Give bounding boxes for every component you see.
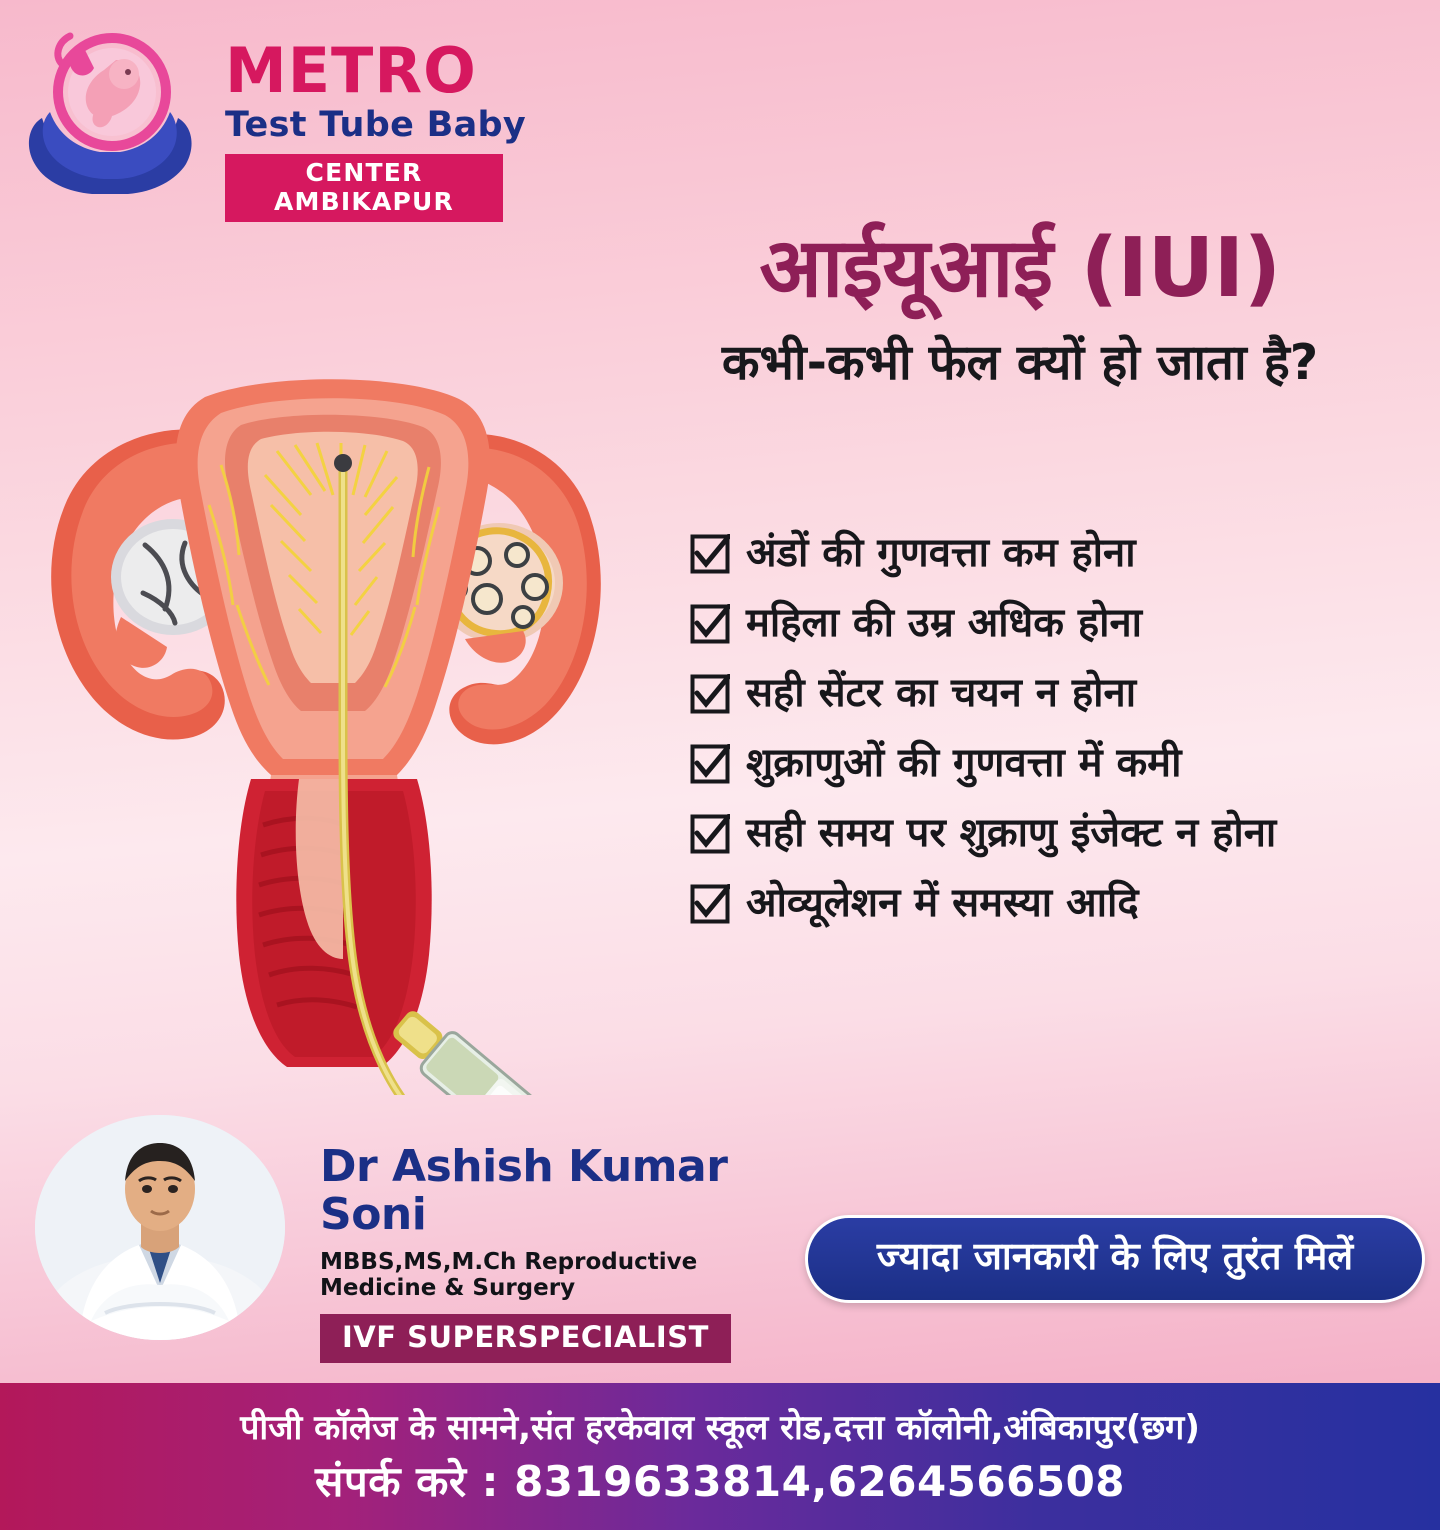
- checkmark-box-icon: [690, 604, 730, 644]
- list-item-label: अंडों की गुणवत्ता कम होना: [746, 530, 1136, 576]
- clinic-address: पीजी कॉलेज के सामने,संत हरकेवाल स्कूल रोड,दत्ता कॉलोनी,अंबिकापुर(छग): [240, 1408, 1200, 1448]
- clinic-contact-numbers: संपर्क करे : 8319633814,6264566508: [314, 1456, 1126, 1506]
- contact-cta-label: ज्यादा जानकारी के लिए तुरंत मिलें: [876, 1234, 1354, 1278]
- brand-location-badge: CENTER AMBIKAPUR: [225, 154, 503, 222]
- checkmark-box-icon: [690, 884, 730, 924]
- list-item-label: शुक्राणुओं की गुणवत्ता में कमी: [746, 740, 1182, 786]
- list-item: [690, 530, 1420, 576]
- list-item: [690, 600, 1420, 646]
- page-subtitle: कभी-कभी फेल क्यों हो जाता है?: [721, 334, 1319, 392]
- headline-block: [620, 222, 1420, 393]
- list-item: [690, 740, 1420, 786]
- uterus-iui-syringe-illustration: [25, 355, 645, 1095]
- checkmark-box-icon: [690, 744, 730, 784]
- reason-list: [690, 530, 1420, 950]
- footer-bar: [0, 1383, 1440, 1530]
- list-item: [690, 810, 1420, 856]
- page-title: आईयूआई (IUI): [759, 221, 1281, 316]
- doctor-card: [30, 1105, 820, 1354]
- checkmark-box-icon: [690, 534, 730, 574]
- doctor-details: [320, 1143, 820, 1363]
- brand-wordmark: [225, 34, 535, 222]
- contact-cta-button[interactable]: [805, 1215, 1425, 1303]
- list-item: [690, 670, 1420, 716]
- doctor-portrait-avatar: [35, 1115, 285, 1340]
- list-item-label: सही समय पर शुक्राणु इंजेक्ट न होना: [746, 810, 1277, 856]
- checkmark-box-icon: [690, 674, 730, 714]
- checkmark-box-icon: [690, 814, 730, 854]
- brand-name-secondary: Test Tube Baby: [225, 105, 526, 145]
- list-item: [690, 880, 1420, 926]
- brand-logo: [20, 18, 540, 216]
- doctor-specialty-badge: IVF SUPERSPECIALIST: [320, 1314, 731, 1363]
- mother-baby-in-hands-icon: [20, 26, 200, 201]
- list-item-label: सही सेंटर का चयन न होना: [746, 670, 1137, 716]
- doctor-qualifications: MBBS,MS,M.Ch Reproductive Medicine & Surgery: [320, 1248, 698, 1301]
- brand-name-primary: METRO: [225, 34, 477, 107]
- list-item-label: ओव्यूलेशन में समस्या आदि: [746, 880, 1139, 926]
- doctor-name: Dr Ashish Kumar Soni: [320, 1141, 728, 1241]
- list-item-label: महिला की उम्र अधिक होना: [746, 600, 1143, 646]
